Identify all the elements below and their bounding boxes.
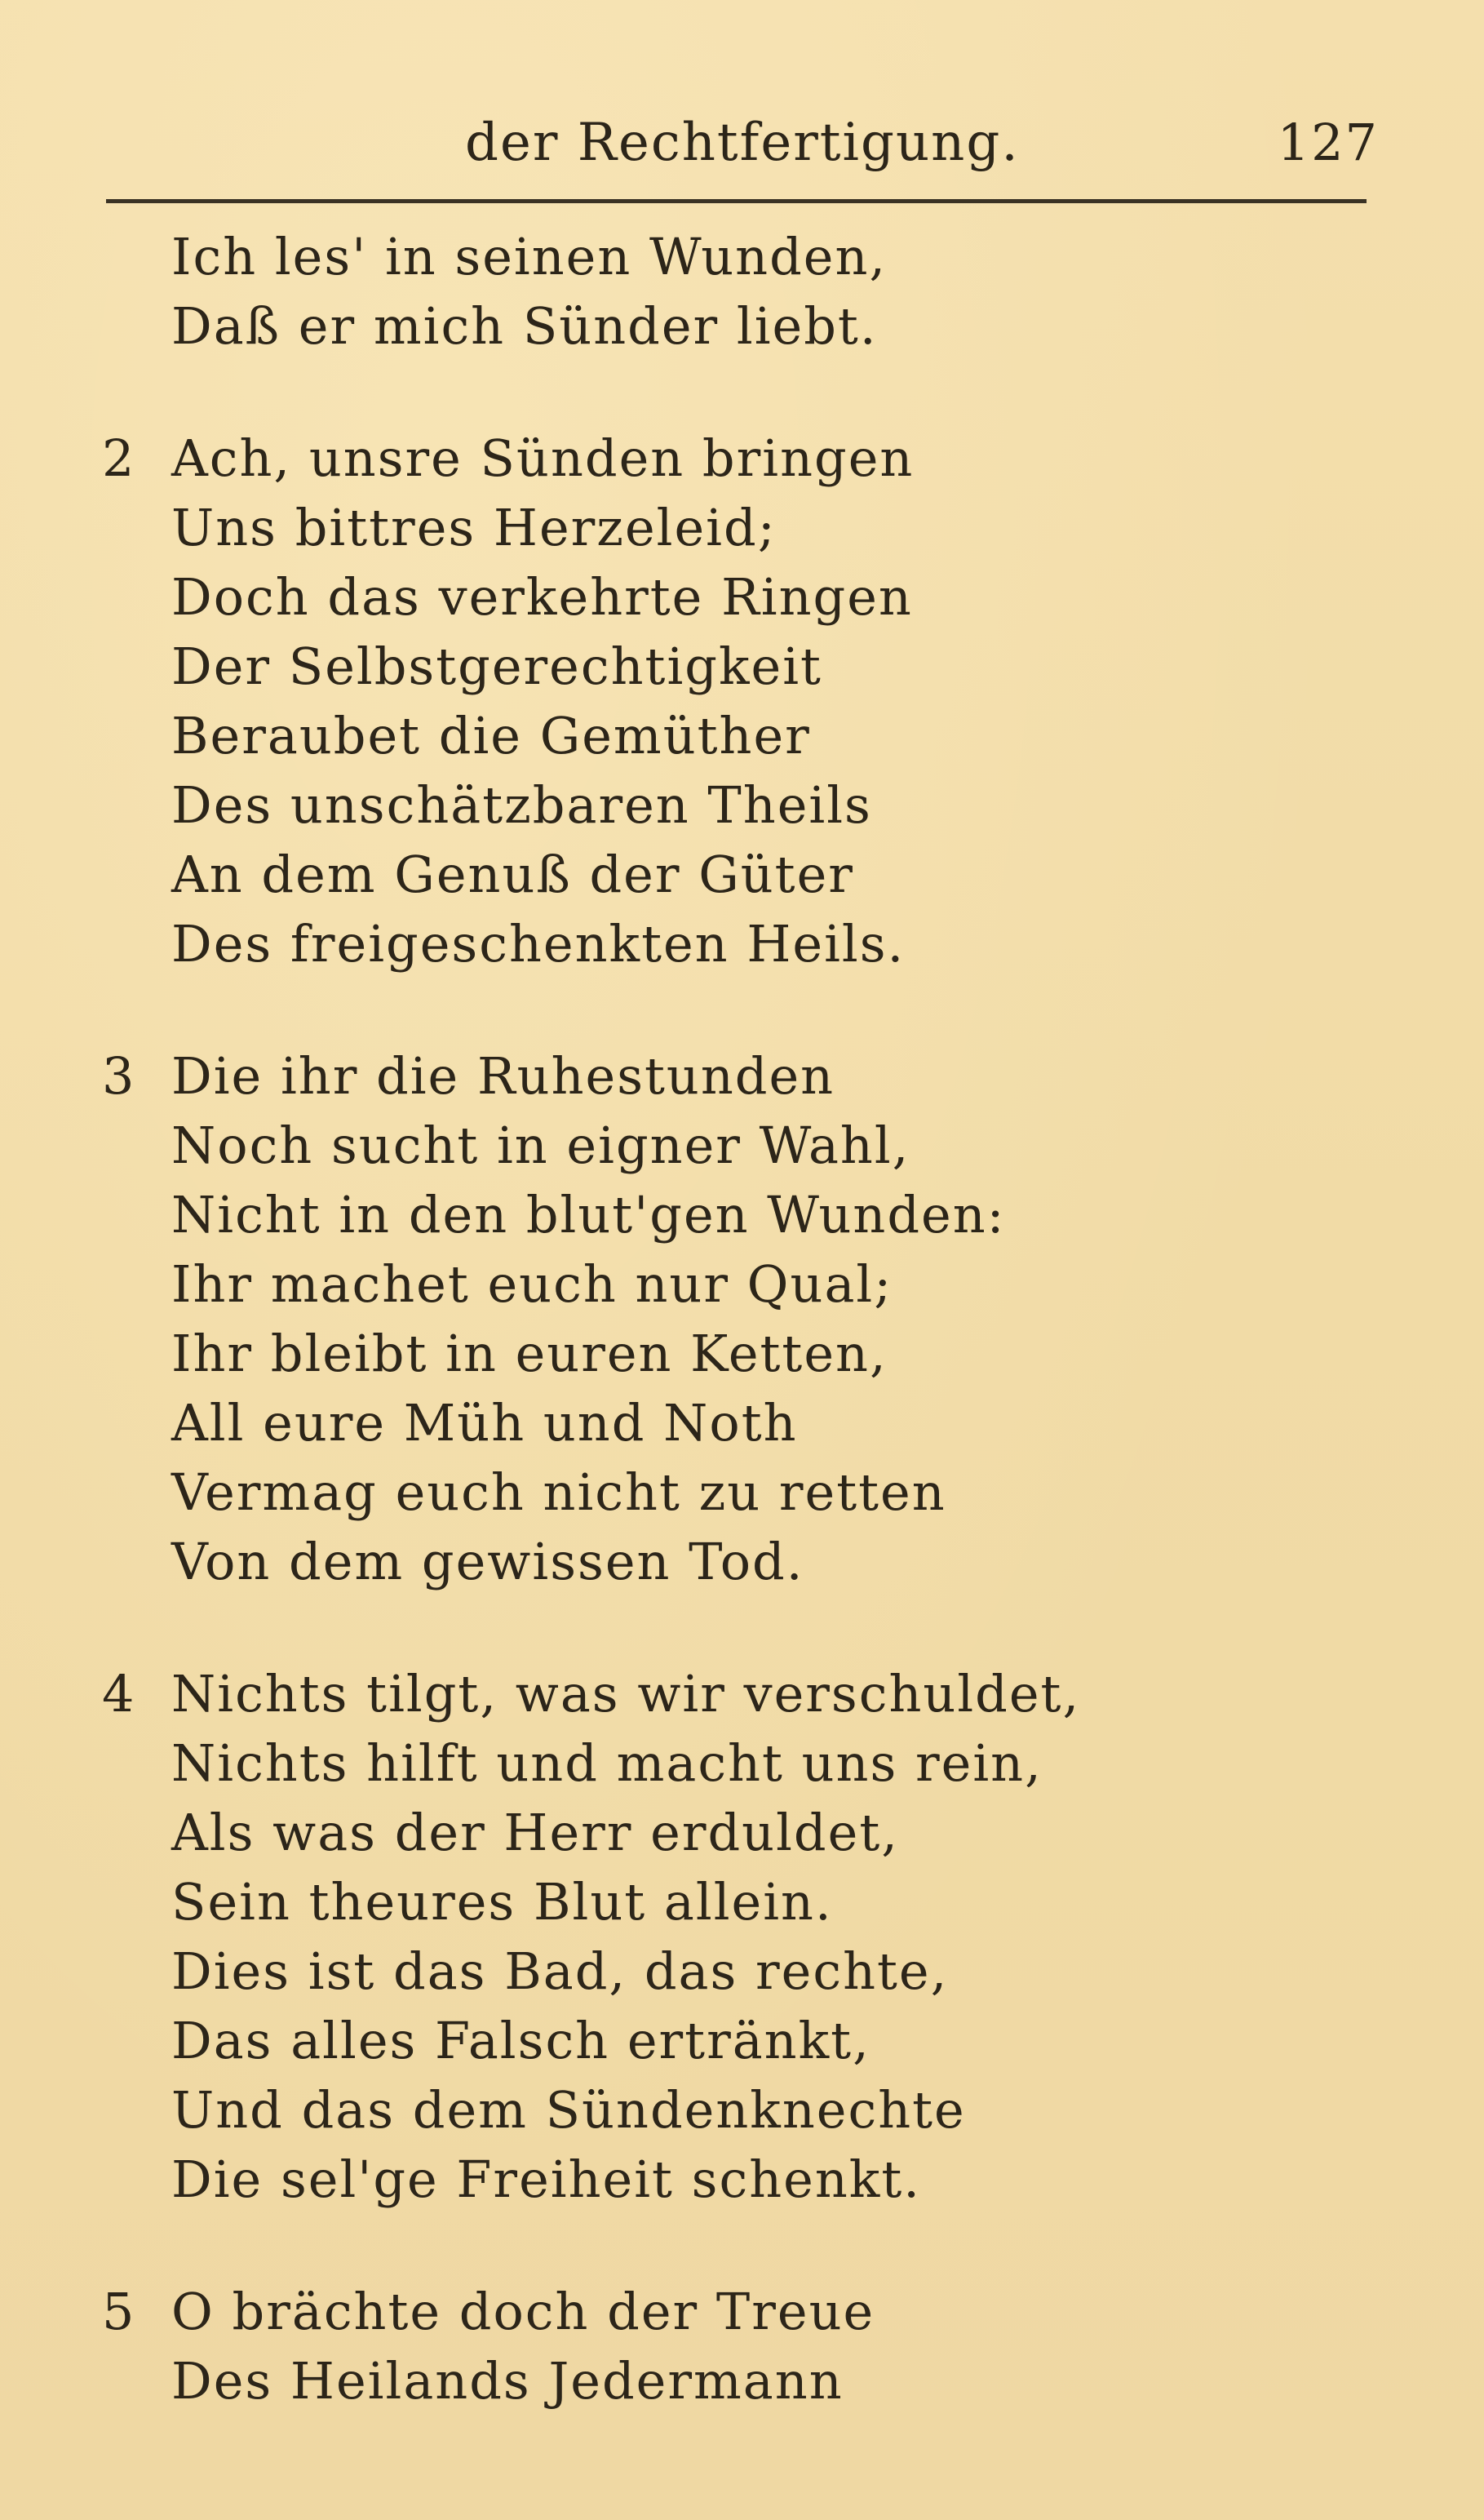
stanza-number: 3 xyxy=(102,1046,135,1106)
stanza-5 xyxy=(0,2277,1484,2416)
verse-line: Nicht in den blut'gen Wunden: xyxy=(171,1185,1006,1244)
stanza-number: 5 xyxy=(102,2282,135,2341)
hymn-text xyxy=(0,222,1484,2478)
verse-line: Sein theures Blut allein. xyxy=(171,1872,833,1932)
verse-line: Beraubet die Gemüther xyxy=(171,706,811,765)
stanza-number: 2 xyxy=(102,428,135,488)
verse-line: Als was der Herr erduldet, xyxy=(171,1803,899,1862)
verse-line: Das alles Falsch ertränkt, xyxy=(171,2011,870,2070)
verse-line: Dies ist das Bad, das rechte, xyxy=(171,1941,949,2001)
verse-line: Ach, unsre Sünden bringen xyxy=(171,428,915,488)
verse-line: Doch das verkehrte Ringen xyxy=(171,567,913,627)
page-header xyxy=(106,106,1379,180)
verse-line: Nichts hilft und macht uns rein, xyxy=(171,1733,1043,1793)
header-rule xyxy=(106,199,1367,203)
verse-line: Daß er mich Sünder liebt. xyxy=(171,296,878,356)
verse-line: An dem Genuß der Güter xyxy=(171,845,854,904)
verse-line: Noch sucht in eigner Wahl, xyxy=(171,1116,910,1175)
stanza-number: 4 xyxy=(102,1664,135,1724)
verse-line: Des Heilands Jedermann xyxy=(171,2351,844,2411)
stanza-2 xyxy=(0,424,1484,978)
page-number: 127 xyxy=(1277,113,1379,172)
verse-line: Vermag euch nicht zu retten xyxy=(171,1462,946,1522)
verse-line: Und das dem Sündenknechte xyxy=(171,2080,966,2140)
verse-line: Die sel'ge Freiheit schenkt. xyxy=(171,2150,921,2209)
verse-line: Die ihr die Ruhestunden xyxy=(171,1046,835,1106)
stanza-continuation xyxy=(0,222,1484,361)
verse-line: Von dem gewissen Tod. xyxy=(171,1532,804,1591)
stanza-4 xyxy=(0,1659,1484,2214)
verse-line: Uns bittres Herzeleid; xyxy=(171,498,777,557)
verse-line: Des freigeschenkten Heils. xyxy=(171,914,906,974)
verse-line: Ich les' in seinen Wunden, xyxy=(171,227,888,286)
verse-line: Des unschätzbaren Theils xyxy=(171,775,872,835)
verse-line: Ihr machet euch nur Qual; xyxy=(171,1254,893,1314)
verse-line: O brächte doch der Treue xyxy=(171,2282,875,2341)
verse-line: All eure Müh und Noth xyxy=(171,1393,798,1453)
verse-line: Nichts tilgt, was wir verschuldet, xyxy=(171,1664,1081,1724)
verse-line: Ihr bleibt in euren Ketten, xyxy=(171,1324,888,1383)
verse-line: Der Selbstgerechtigkeit xyxy=(171,637,822,696)
running-title: der Rechtfertigung. xyxy=(465,113,1020,173)
stanza-3 xyxy=(0,1041,1484,1596)
